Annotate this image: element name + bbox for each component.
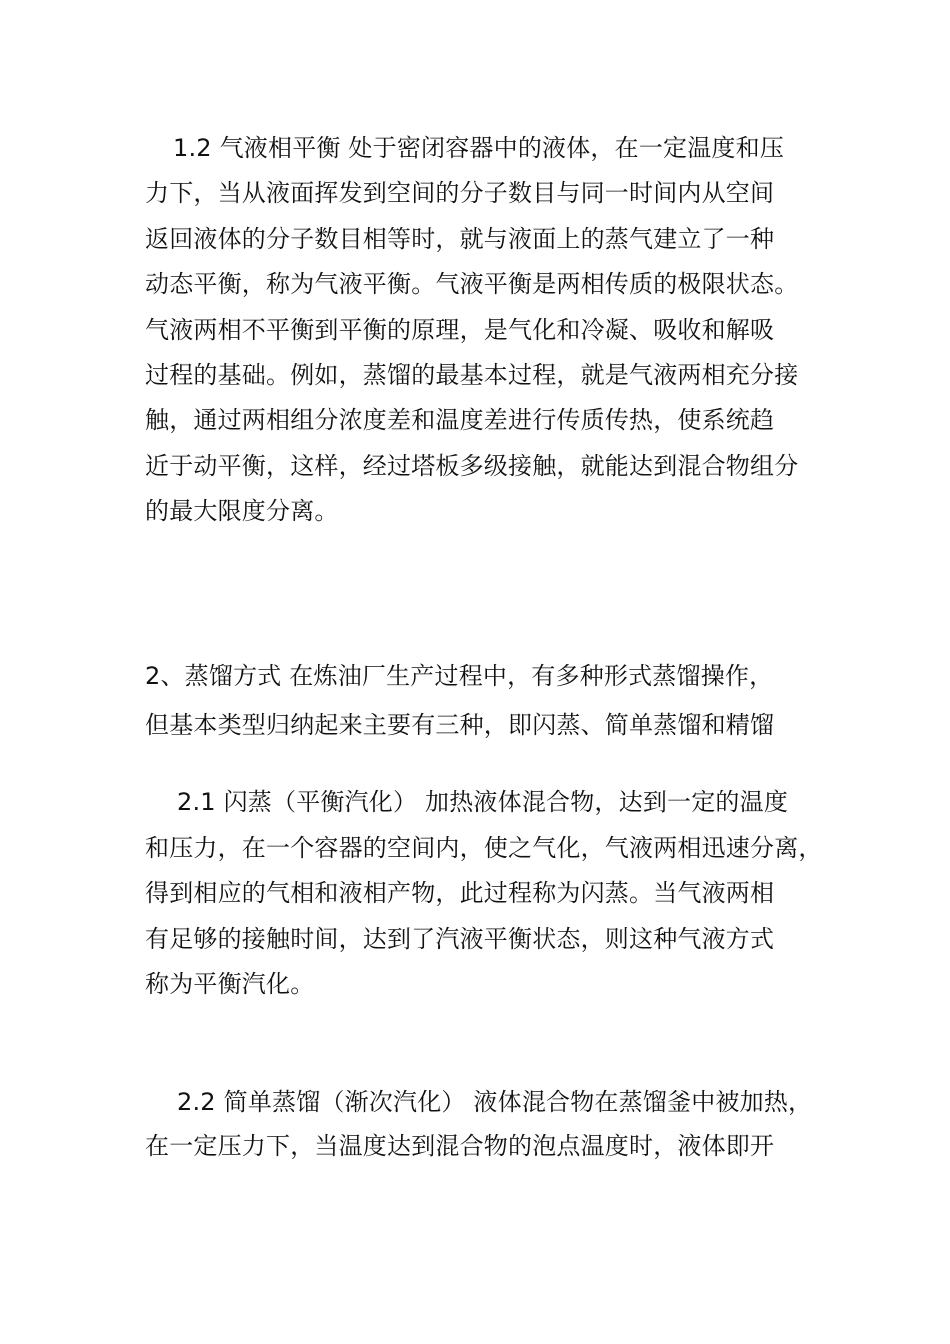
paragraph-vapor-liquid-equilibrium — [145, 126, 810, 535]
text-line: 2、蒸馏方式 在炼油厂生产过程中，有多种形式蒸馏操作， — [145, 662, 774, 690]
text-line: 力下，当从液面挥发到空间的分子数目与同一时间内从空间 — [145, 179, 775, 208]
text-line: 2.2 简单蒸馏（渐次汽化） 液体混合物在蒸馏釜中被加热， — [177, 1088, 813, 1116]
text-line: 但基本类型归纳起来主要有三种，即闪蒸、简单蒸馏和精馏 — [145, 711, 775, 739]
paragraph-simple-distillation — [145, 1080, 813, 1168]
text-line: 过程的基础。例如，蒸馏的最基本过程，就是气液两相充分接 — [145, 360, 799, 389]
text-line: 动态平衡，称为气液平衡。气液平衡是两相传质的极限状态。 — [145, 270, 799, 299]
text-line: 气液两相不平衡到平衡的原理，是气化和冷凝、吸收和解吸 — [145, 315, 775, 344]
text-line: 和压力，在一个容器的空间内，使之气化，气液两相迅速分离， — [145, 833, 823, 862]
paragraph-flash-distillation — [145, 780, 823, 1008]
text-line: 返回液体的分子数目相等时，就与液面上的蒸气建立了一种 — [145, 224, 775, 253]
text-line: 在一定压力下，当温度达到混合物的泡点温度时，液体即开 — [145, 1132, 775, 1160]
text-line: 触，通过两相组分浓度差和温度差进行传质传热，使系统趋 — [145, 406, 775, 435]
text-line: 2.1 闪蒸（平衡汽化） 加热液体混合物，达到一定的温度 — [177, 788, 789, 816]
text-line: 1.2 气液相平衡 处于密闭容器中的液体，在一定温度和压 — [173, 134, 785, 162]
text-line: 近于动平衡，这样，经过塔板多级接触，就能达到混合物组分 — [145, 451, 799, 480]
text-line: 称为平衡汽化。 — [145, 970, 315, 998]
paragraph-distillation-methods — [145, 652, 810, 750]
text-line: 得到相应的气相和液相产物，此过程称为闪蒸。当气液两相 — [145, 879, 775, 907]
text-line: 有足够的接触时间，达到了汽液平衡状态，则这种气液方式 — [145, 924, 775, 953]
text-line: 的最大限度分离。 — [145, 497, 339, 526]
